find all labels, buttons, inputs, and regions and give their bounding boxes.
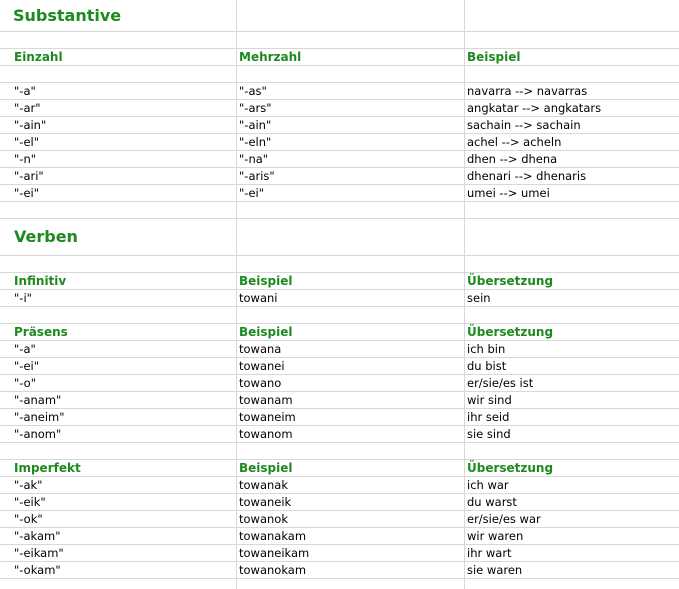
table-row[interactable] — [0, 392, 679, 409]
header-beispiel[interactable]: Beispiel — [467, 50, 521, 64]
example-cell[interactable]: towanokam — [237, 562, 465, 578]
empty-cell[interactable] — [237, 579, 465, 589]
example-cell[interactable]: towaneik — [237, 494, 465, 510]
empty-cell[interactable] — [465, 219, 679, 255]
header-infinitiv[interactable]: Infinitiv — [0, 273, 237, 289]
suffix-cell[interactable]: "-eik" — [0, 494, 237, 510]
example-cell[interactable]: towanakam — [237, 528, 465, 544]
translation-cell[interactable]: ich war — [467, 478, 509, 492]
suffix-cell[interactable]: "-ei" — [0, 185, 237, 201]
example-cell[interactable]: "-ain" — [237, 117, 465, 133]
header-mehrzahl[interactable]: Mehrzahl — [237, 49, 465, 65]
table-row[interactable] — [0, 562, 679, 579]
suffix-cell[interactable]: "-n" — [0, 151, 237, 167]
empty-cell[interactable] — [465, 256, 679, 272]
example-cell[interactable]: towano — [237, 375, 465, 391]
example-cell[interactable]: towanei — [237, 358, 465, 374]
empty-cell[interactable] — [237, 256, 465, 272]
translation-cell[interactable]: sie waren — [467, 563, 523, 577]
translation-cell[interactable]: ihr seid — [467, 410, 510, 424]
empty-cell[interactable] — [0, 66, 237, 82]
example-cell[interactable]: "-na" — [237, 151, 465, 167]
example-cell[interactable]: "-ars" — [237, 100, 465, 116]
example-cell[interactable]: towaneim — [237, 409, 465, 425]
suffix-cell[interactable]: "-eikam" — [0, 545, 237, 561]
suffix-cell[interactable]: "-akam" — [0, 528, 237, 544]
header-uebersetzung[interactable]: Übersetzung — [467, 461, 554, 475]
translation-cell[interactable]: wir sind — [467, 393, 512, 407]
table-row[interactable] — [0, 117, 679, 134]
empty-row[interactable] — [0, 256, 679, 273]
empty-row[interactable] — [0, 66, 679, 83]
header-row[interactable] — [0, 460, 679, 477]
translation-cell[interactable]: wir waren — [467, 529, 524, 543]
example-cell[interactable]: towanom — [237, 426, 465, 442]
table-row[interactable] — [0, 426, 679, 443]
header-imperfekt[interactable]: Imperfekt — [0, 460, 237, 476]
suffix-cell[interactable]: "-ei" — [0, 358, 237, 374]
header-beispiel[interactable]: Beispiel — [237, 460, 465, 476]
suffix-cell[interactable]: "-ak" — [0, 477, 237, 493]
section-title-substantive[interactable]: Substantive — [0, 0, 237, 31]
empty-cell[interactable] — [465, 202, 679, 218]
table-row[interactable] — [0, 341, 679, 358]
table-row[interactable] — [0, 528, 679, 545]
suffix-cell[interactable]: "-ok" — [0, 511, 237, 527]
section-title-row[interactable] — [0, 219, 679, 256]
empty-cell[interactable] — [465, 307, 679, 323]
header-beispiel[interactable]: Beispiel — [237, 324, 465, 340]
suffix-cell[interactable]: "-anom" — [0, 426, 237, 442]
table-row[interactable] — [0, 409, 679, 426]
example-cell[interactable]: towaneikam — [237, 545, 465, 561]
translation-cell[interactable]: achel --> acheln — [467, 135, 562, 149]
empty-cell[interactable] — [0, 256, 237, 272]
suffix-cell[interactable]: "-ari" — [0, 168, 237, 184]
example-cell[interactable]: "-as" — [237, 83, 465, 99]
example-cell[interactable]: towanak — [237, 477, 465, 493]
table-row[interactable] — [0, 290, 679, 307]
table-row[interactable] — [0, 168, 679, 185]
table-row[interactable] — [0, 545, 679, 562]
translation-cell[interactable]: er/sie/es war — [467, 512, 541, 526]
suffix-cell[interactable]: "-el" — [0, 134, 237, 150]
section-title-row[interactable] — [0, 0, 679, 32]
suffix-cell[interactable]: "-ain" — [0, 117, 237, 133]
empty-cell[interactable] — [0, 579, 237, 589]
empty-cell[interactable] — [237, 202, 465, 218]
table-row[interactable] — [0, 134, 679, 151]
empty-cell[interactable] — [465, 0, 679, 31]
table-row[interactable] — [0, 375, 679, 392]
suffix-cell[interactable]: "-anam" — [0, 392, 237, 408]
translation-cell[interactable]: sachain --> sachain — [467, 118, 581, 132]
header-uebersetzung[interactable]: Übersetzung — [467, 274, 554, 288]
empty-cell[interactable] — [237, 66, 465, 82]
empty-cell[interactable] — [0, 32, 237, 48]
header-row[interactable] — [0, 273, 679, 290]
example-cell[interactable]: "-aris" — [237, 168, 465, 184]
table-row[interactable] — [0, 100, 679, 117]
example-cell[interactable]: towanam — [237, 392, 465, 408]
example-cell[interactable]: towanok — [237, 511, 465, 527]
header-row[interactable] — [0, 324, 679, 341]
translation-cell[interactable]: ich bin — [467, 342, 506, 356]
suffix-cell[interactable]: "-a" — [0, 83, 237, 99]
table-row[interactable] — [0, 494, 679, 511]
empty-cell[interactable] — [0, 443, 237, 459]
translation-cell[interactable]: ihr wart — [467, 546, 512, 560]
empty-cell[interactable] — [465, 32, 679, 48]
translation-cell[interactable]: du warst — [467, 495, 517, 509]
section-title-verben[interactable]: Verben — [0, 219, 237, 255]
table-row[interactable] — [0, 83, 679, 100]
empty-cell[interactable] — [0, 202, 237, 218]
example-cell[interactable]: towani — [237, 290, 465, 306]
empty-cell[interactable] — [465, 66, 679, 82]
empty-cell[interactable] — [237, 0, 465, 31]
empty-cell[interactable] — [237, 443, 465, 459]
translation-cell[interactable]: dhen --> dhena — [467, 152, 558, 166]
empty-cell[interactable] — [237, 219, 465, 255]
suffix-cell[interactable]: "-i" — [0, 290, 237, 306]
empty-row[interactable] — [0, 202, 679, 219]
table-row[interactable] — [0, 358, 679, 375]
table-row[interactable] — [0, 477, 679, 494]
translation-cell[interactable]: sie sind — [467, 427, 511, 441]
translation-cell[interactable]: angkatar --> angkatars — [467, 101, 602, 115]
example-cell[interactable]: "-eln" — [237, 134, 465, 150]
empty-row[interactable] — [0, 443, 679, 460]
empty-cell[interactable] — [465, 443, 679, 459]
table-row[interactable] — [0, 185, 679, 202]
empty-row[interactable] — [0, 307, 679, 324]
header-einzahl[interactable]: Einzahl — [0, 49, 237, 65]
empty-cell[interactable] — [0, 307, 237, 323]
translation-cell[interactable]: er/sie/es ist — [467, 376, 534, 390]
header-row[interactable] — [0, 49, 679, 66]
suffix-cell[interactable]: "-okam" — [0, 562, 237, 578]
empty-row[interactable] — [0, 32, 679, 49]
empty-row[interactable] — [0, 579, 679, 589]
table-row[interactable] — [0, 511, 679, 528]
translation-cell[interactable]: umei --> umei — [467, 186, 550, 200]
translation-cell[interactable]: navarra --> navarras — [467, 84, 588, 98]
translation-cell[interactable]: dhenari --> dhenaris — [467, 169, 587, 183]
suffix-cell[interactable]: "-aneim" — [0, 409, 237, 425]
header-beispiel[interactable]: Beispiel — [237, 273, 465, 289]
translation-cell[interactable]: sein — [467, 291, 491, 305]
empty-cell[interactable] — [465, 579, 679, 589]
table-row[interactable] — [0, 151, 679, 168]
suffix-cell[interactable]: "-o" — [0, 375, 237, 391]
example-cell[interactable]: "-ei" — [237, 185, 465, 201]
translation-cell[interactable]: du bist — [467, 359, 507, 373]
suffix-cell[interactable]: "-ar" — [0, 100, 237, 116]
suffix-cell[interactable]: "-a" — [0, 341, 237, 357]
header-uebersetzung[interactable]: Übersetzung — [467, 325, 554, 339]
header-praesens[interactable]: Präsens — [0, 324, 237, 340]
empty-cell[interactable] — [237, 32, 465, 48]
empty-cell[interactable] — [237, 307, 465, 323]
example-cell[interactable]: towana — [237, 341, 465, 357]
